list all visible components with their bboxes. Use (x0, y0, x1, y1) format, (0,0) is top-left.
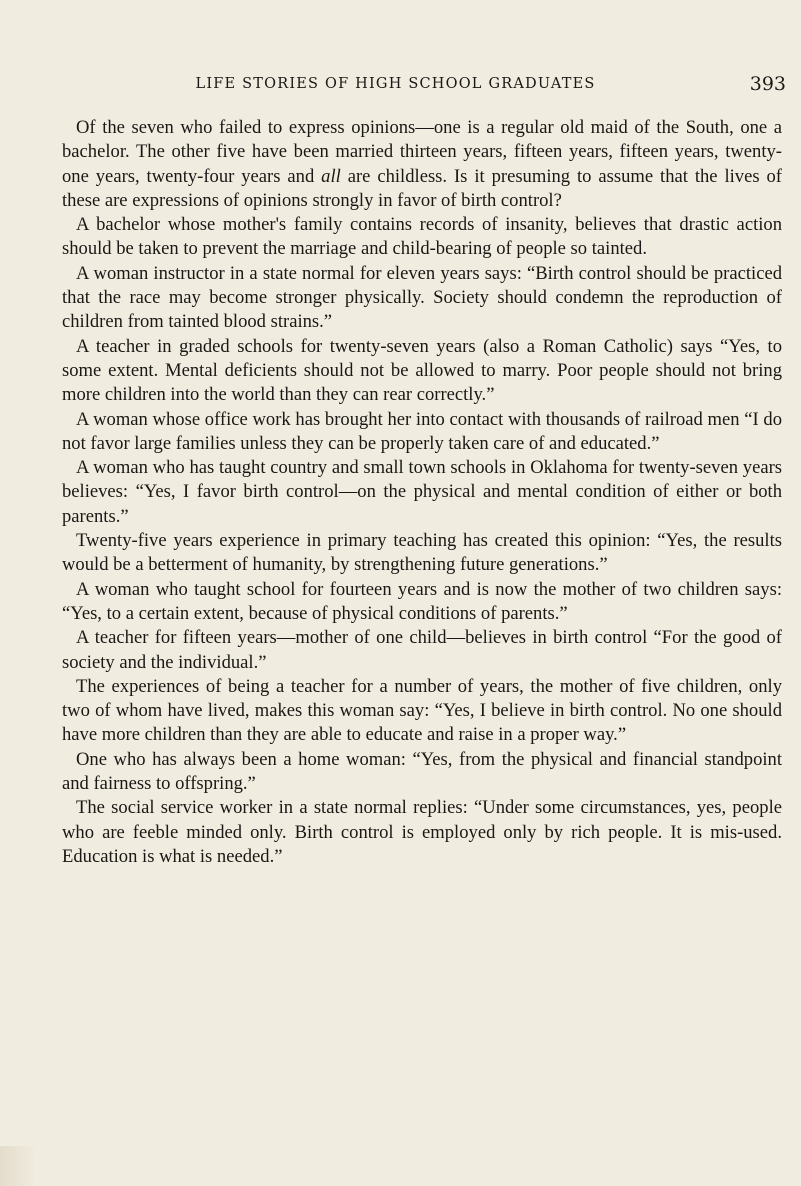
page-number: 393 (749, 73, 786, 95)
paragraph: One who has always been a home woman: “Yes, from the physical and financial standpoint and fairness to offspring.” (62, 748, 782, 795)
paragraph: A teacher for fifteen years—mother of one child—believes in birth control “For the good of society and the individual.” (62, 627, 782, 673)
paragraph: A woman whose office work has brought her into contact with thousands of railroad men “I do not favor large families unless they can be properly taken care of and educated.” (62, 408, 782, 454)
paragraph: The social service worker in a state normal replies: “Under some circumstances, yes, people who are feeble minded only. Birth control is employed only by rich people. It is mis-used. Education is what is needed.” (62, 797, 782, 867)
paragraph (62, 116, 782, 213)
paragraph: Twenty-five years experience in primary teaching has created this opinion: “Yes, the results would be a betterment of humanity, by strengthening future generations.” (62, 530, 782, 576)
paragraph: A woman who has taught country and small town schools in Oklahoma for twenty-seven years believes: “Yes, I favor birth control—on the physical and mental condition of either or both parents.” (62, 457, 782, 527)
page-edge-shadow (0, 1146, 36, 1186)
running-head (60, 72, 786, 96)
running-title: LIFE STORIES OF HIGH SCHOOL GRADUATES (195, 76, 596, 92)
paragraph: A woman who taught school for fourteen years and is now the mother of two children says: “Yes, to a certain extent, because of physical conditions of parents.” (62, 578, 782, 624)
paragraph: The experiences of being a teacher for a number of years, the mother of five children, only two of whom have lived, makes this woman say: “Yes, I believe in birth control. No one should have more children than they are able to educate and raise in a proper way.” (62, 675, 782, 746)
body-text (62, 116, 782, 869)
paragraph: A bachelor whose mother's family contains records of insanity, believes that drastic action should be taken to prevent the marriage and child-bearing of people so tainted. (62, 214, 782, 260)
paragraph: A teacher in graded schools for twenty-seven years (also a Roman Catholic) says “Yes, to some extent. Mental deficients should not be allowed to marry. Poor people should not bring more children into the world than they can rear correctly.” (62, 335, 782, 406)
paragraph-text: are childless. Is it presuming to assume that the lives of these are expressions of opinions strongly in favor of birth control? (62, 165, 782, 211)
paragraph-text: Of the seven who failed to express opinions—one is a regular old maid of the South, one a bachelor. The other five have been married thirteen years, fifteen years, fifteen years, twenty-one years, twenty-four years and (62, 117, 782, 187)
emphasized-word: all (321, 165, 341, 187)
paragraph: A woman instructor in a state normal for eleven years says: “Birth control should be practiced that the race may become stronger physically. Society should condemn the reproduction of children from tainted blood strains.” (62, 262, 782, 333)
